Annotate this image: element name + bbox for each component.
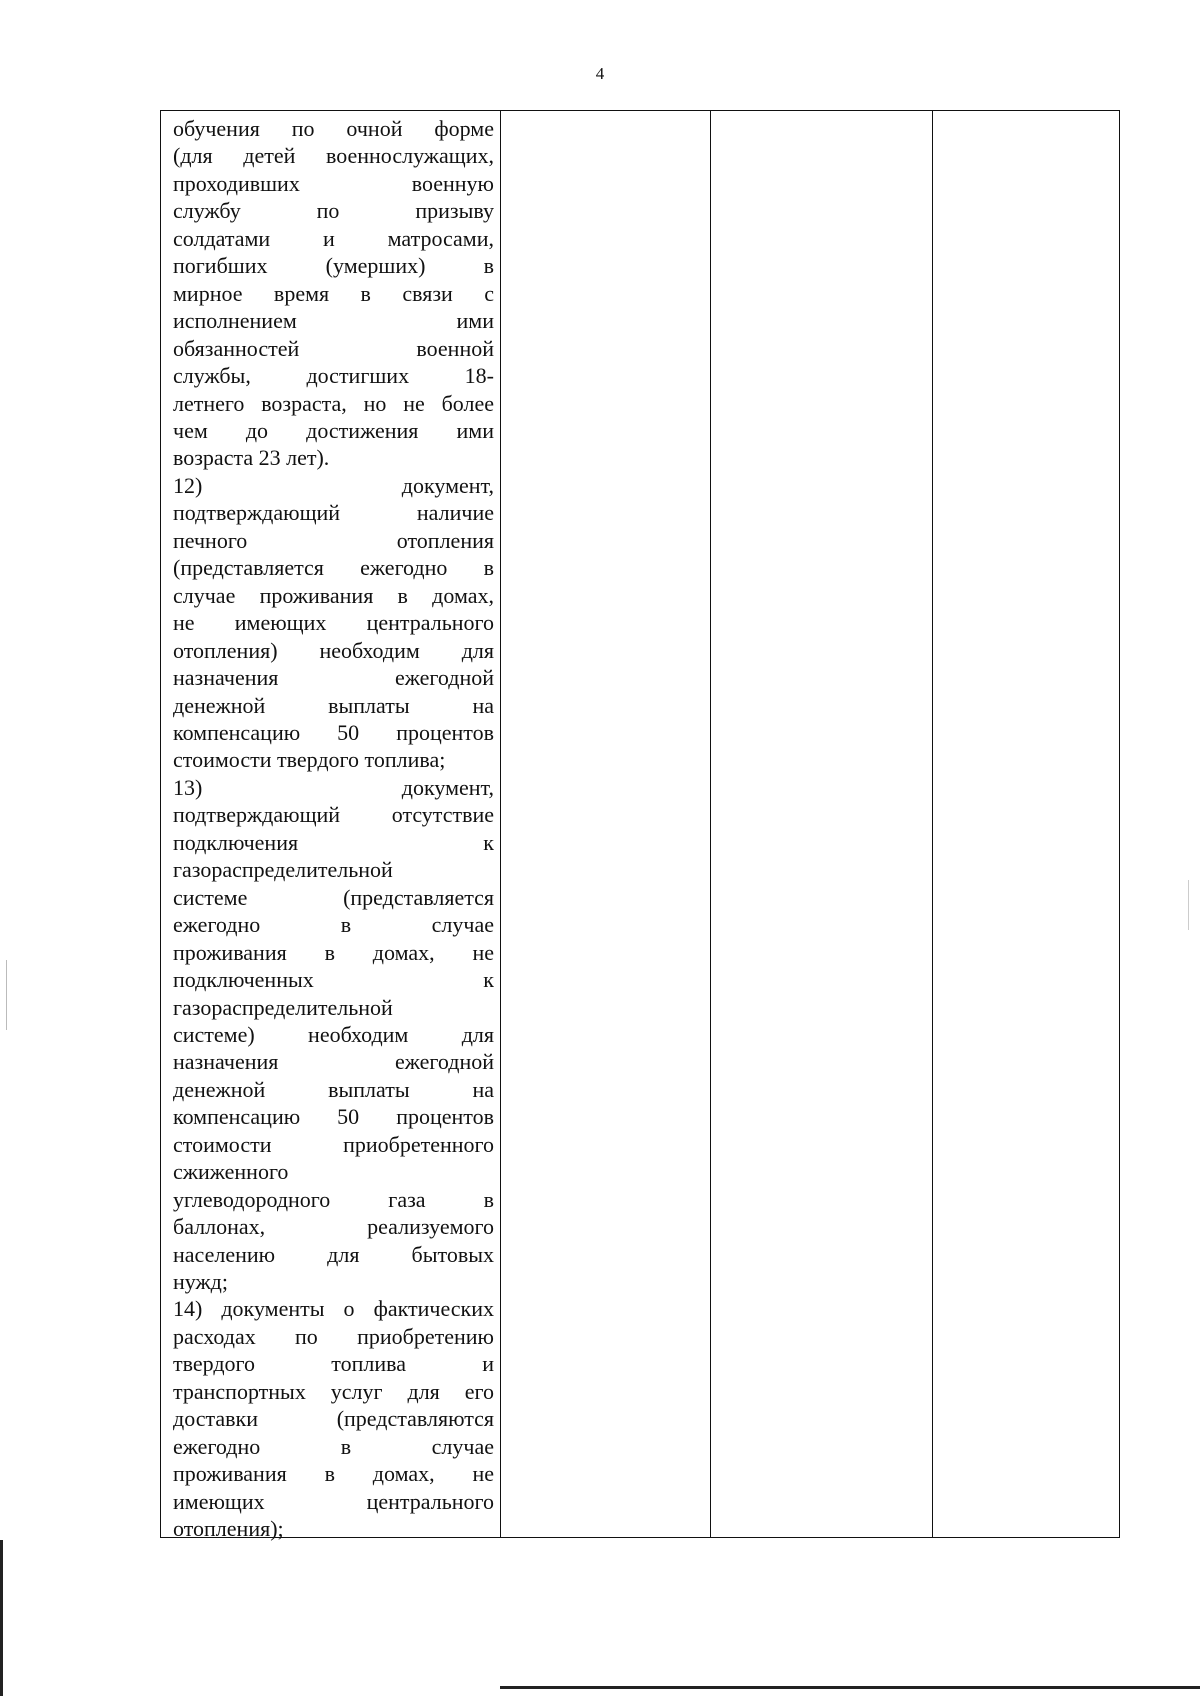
text-line: 13) документ, [173,774,494,800]
text-line: населению для бытовых [173,1241,494,1267]
text-line: летнего возраста, но не более [173,390,494,416]
text-line: проходивших военную [173,170,494,196]
text-line: (для детей военнослужащих, [173,143,494,169]
text-line: мирное время в связи с [173,280,494,306]
text-line: газораспределительной [173,994,393,1020]
text-line: исполнением ими [173,308,494,334]
text-line: 14) документы о фактических [173,1296,494,1322]
text-line: ежегодно в случае [173,912,494,938]
text-line: стоимости твердого топлива; [173,747,446,773]
page-number: 4 [595,64,605,83]
text-line: твердого топлива и [173,1351,494,1377]
text-line: сжиженного [173,1159,289,1185]
text-line: проживания в домах, не [173,1461,494,1487]
text-line: погибших (умерших) в [173,253,494,279]
scan-border-left [0,1540,3,1696]
scan-border-bottom [500,1686,1200,1689]
text-line: службы, достигших 18- [173,363,494,389]
text-line: баллонах, реализуемого [173,1214,494,1240]
text-line: расходах по приобретению [173,1323,494,1349]
text-line: проживания в домах, не [173,939,494,965]
text-line: стоимости приобретенного [173,1131,494,1157]
text-line: назначения ежегодной [173,665,494,691]
table-cell-empty-3 [711,111,933,1537]
text-line: (представляется ежегодно в [173,555,494,581]
text-line: службу по призыву [173,198,494,224]
text-line: компенсацию 50 процентов [173,1104,494,1130]
text-line: чем до достижения ими [173,417,494,443]
scan-artifact-left [6,960,7,1030]
text-line: солдатами и матросами, [173,225,494,251]
description-text [173,115,494,1543]
text-line: возраста 23 лет). [173,445,330,471]
text-line: обучения по очной форме [173,116,494,141]
text-line: 12) документ, [173,472,494,498]
text-line: системе (представляется [173,884,494,910]
text-line: печного отопления [173,527,494,553]
text-line: подтверждающий наличие [173,500,494,526]
table-cell-empty-2 [501,111,711,1537]
text-line: отопления); [173,1516,284,1542]
text-line: денежной выплаты на [173,1076,494,1102]
text-line: компенсацию 50 процентов [173,719,494,745]
text-line: подключения к [173,829,494,855]
scan-artifact-right [1188,880,1189,930]
text-line: имеющих центрального [173,1488,494,1514]
document-table [160,110,1120,1542]
text-line: углеводородного газа в [173,1186,494,1212]
text-line: обязанностей военной [173,335,494,361]
text-line: системе) необходим для [173,1021,494,1047]
text-line: не имеющих центрального [173,610,494,636]
text-line: случае проживания в домах, [173,582,494,608]
text-line: подключенных к [173,967,494,993]
text-line: доставки (представляются [173,1406,494,1432]
text-line: ежегодно в случае [173,1433,494,1459]
text-line: нужд; [173,1269,228,1295]
text-line: подтверждающий отсутствие [173,802,494,828]
text-line: отопления) необходим для [173,637,494,663]
text-line: денежной выплаты на [173,692,494,718]
text-line: газораспределительной [173,857,393,883]
table-cell-description [161,111,501,1542]
text-line: назначения ежегодной [173,1049,494,1075]
table-cell-empty-4 [933,111,1119,1537]
text-line: транспортных услуг для его [173,1378,494,1404]
